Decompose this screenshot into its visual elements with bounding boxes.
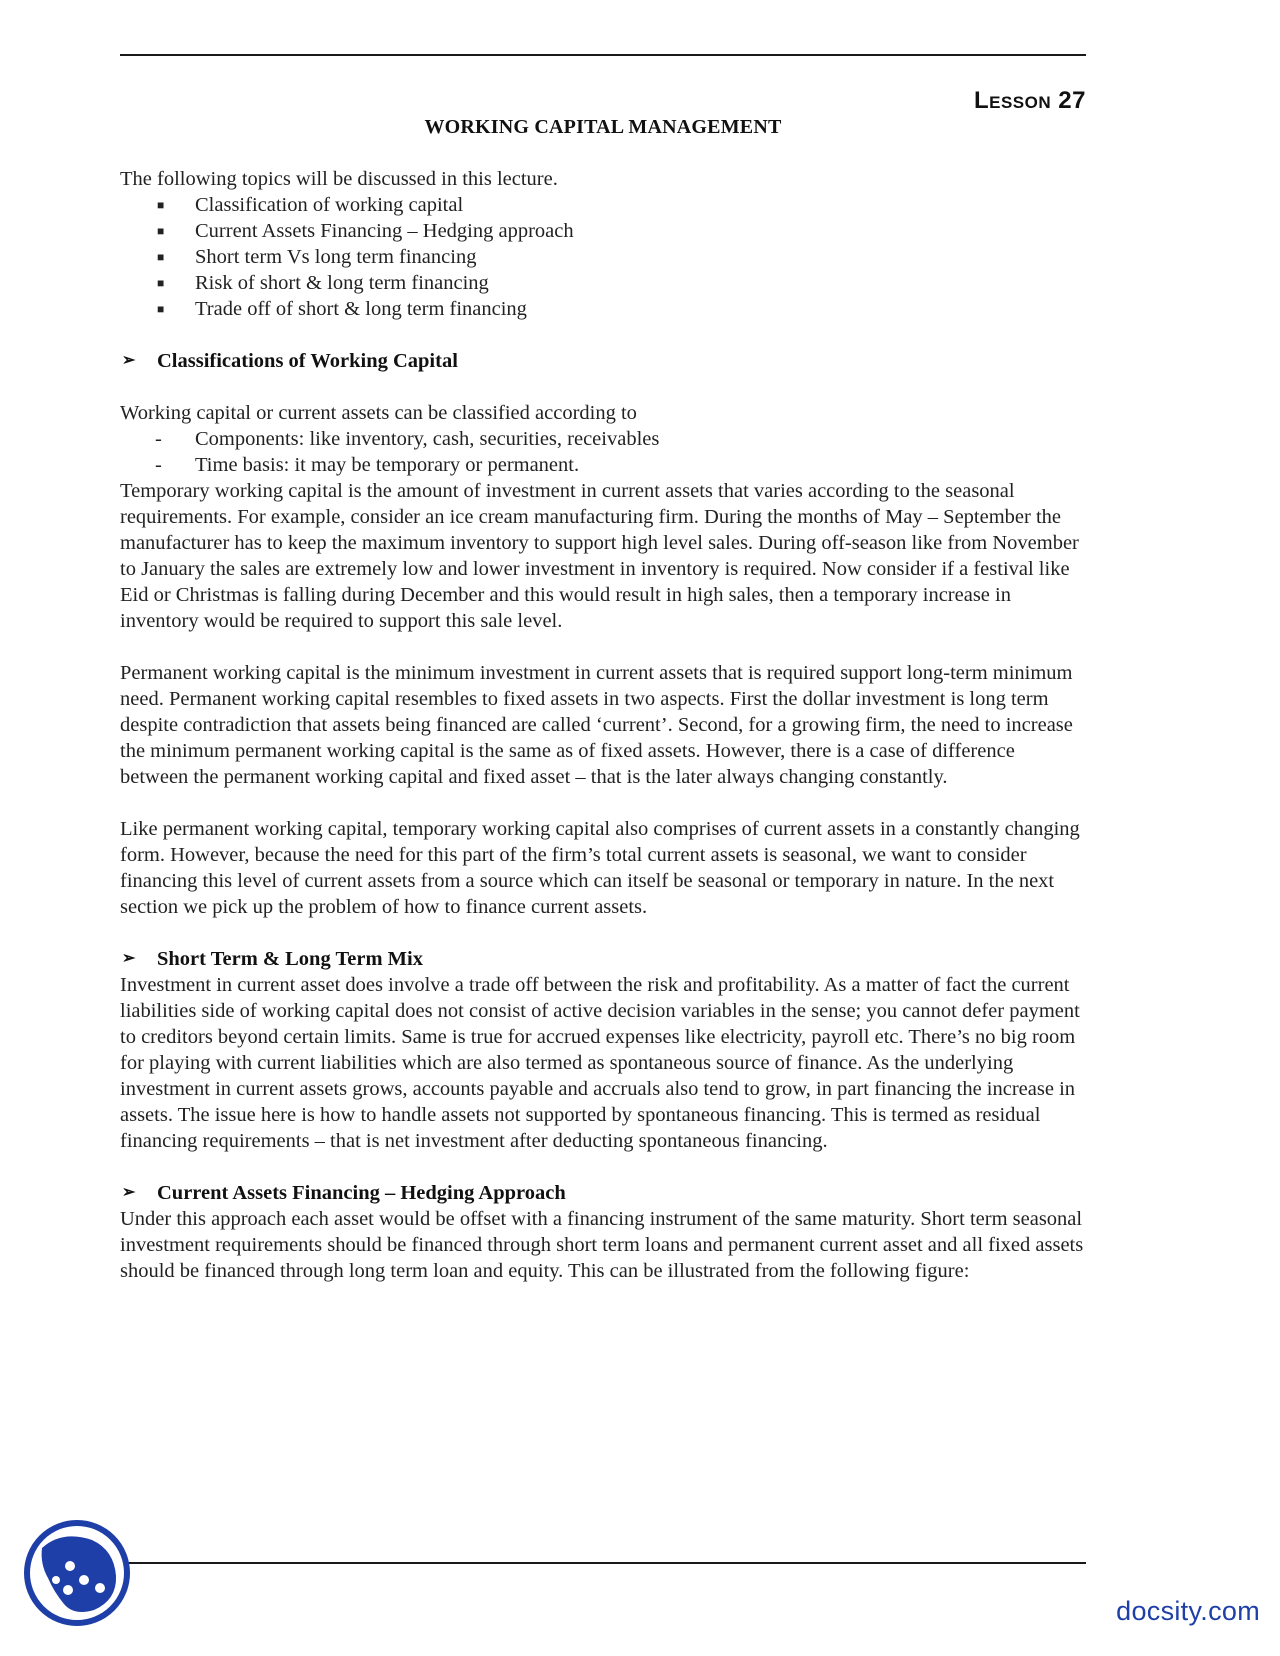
brand-link[interactable]: docsity.com xyxy=(1116,1596,1260,1626)
square-bullet-icon: ■ xyxy=(157,250,165,264)
arrow-bullet-icon: ➢ xyxy=(122,950,136,967)
section-heading-classifications: ➢ Classifications of Working Capital xyxy=(122,350,458,372)
topic-item: ■ Current Assets Financing – Hedging approach xyxy=(157,220,574,242)
topic-item: ■ Trade off of short & long term financing xyxy=(157,298,527,320)
topics-list xyxy=(120,192,1086,322)
topic-item: ■ Risk of short & long term financing xyxy=(157,272,489,294)
paragraph-short-long-mix: Investment in current asset does involve a trade off between the risk and profitability. As a matter of fact the current liabilities side of working capital does not consist of active decision variables in the sense; you cannot defer payment to creditors beyond certain limits. Same is true for accrued expenses like electricity, payroll etc. There’s no big room for playing with current liabilities which are also termed as spontaneous source of finance. As the underlying investment in current assets grows, accounts payable and accruals also tend to grow, in part financing the increase in assets. The issue here is how to handle assets not supported by spontaneous financing. This is termed as residual financing requirements – that is net investment after deducting spontaneous financing. xyxy=(120,974,1080,1152)
lesson-number: Lesson 27 xyxy=(973,87,1086,114)
square-bullet-icon: ■ xyxy=(157,198,165,212)
header-rule xyxy=(120,54,1086,56)
square-bullet-icon: ■ xyxy=(157,302,165,316)
section-heading-hedging-approach: ➢ Current Assets Financing – Hedging Approach xyxy=(122,1182,566,1204)
dash-bullet-icon: - xyxy=(155,428,162,450)
classification-lead: Working capital or current assets can be classified according to xyxy=(120,402,637,424)
dash-bullet-icon: - xyxy=(155,454,162,476)
arrow-bullet-icon: ➢ xyxy=(122,352,136,369)
paragraph-temporary-working-capital: Temporary working capital is the amount of investment in current assets that varies according to the seasonal requirements. For example, consider an ice cream manufacturing firm. During the months of May – September the manufacturer has to keep the maximum inventory to support high level sales. During off-season like from November to January the sales are extremely low and lower investment in inventory is required. Now consider if a festival like Eid or Christmas is falling during December and this would result in high sales, then a temporary increase in inventory would be required to support this sale level. xyxy=(120,480,1079,632)
paragraph-permanent-working-capital: Permanent working capital is the minimum investment in current assets that is required support long-term minimum need. Permanent working capital resembles to fixed assets in two aspects. First the dollar investment is long term despite contradiction that assets being financed are called ‘current’. Second, for a growing firm, the need to increase the minimum permanent working capital is the same as of fixed assets. However, there is a case of difference between the permanent working capital and fixed asset – that is the later always changing constantly. xyxy=(120,662,1073,788)
square-bullet-icon: ■ xyxy=(157,276,165,290)
paragraph-financing-current-assets: Like permanent working capital, temporary working capital also comprises of current assets in a constantly changing form. However, because the need for this part of the firm’s total current assets is seasonal, we want to consider financing this level of current assets from a source which can itself be seasonal or temporary in nature. In the next section we pick up the problem of how to finance current assets. xyxy=(120,818,1080,918)
classification-list xyxy=(120,426,1086,478)
square-bullet-icon: ■ xyxy=(157,224,165,238)
arrow-bullet-icon: ➢ xyxy=(122,1184,136,1201)
footer-rule xyxy=(120,1562,1086,1564)
docsity-logo-icon xyxy=(22,1518,132,1628)
topic-item: ■ Short term Vs long term financing xyxy=(157,246,477,268)
page-title: WORKING CAPITAL MANAGEMENT xyxy=(424,116,782,138)
document-body xyxy=(120,166,1086,1284)
topic-item: ■ Classification of working capital xyxy=(157,194,464,216)
paragraph-hedging-approach: Under this approach each asset would be offset with a financing instrument of the same maturity. Short term seasonal investment requirements should be financed through short term loans and permanent current asset and all fixed assets should be financed through long term loan and equity. This can be illustrated from the following figure: xyxy=(120,1208,1084,1282)
section-heading-short-long-mix: ➢ Short Term & Long Term Mix xyxy=(122,948,423,970)
intro-text: The following topics will be discussed in this lecture. xyxy=(120,168,558,190)
classification-item: - Time basis: it may be temporary or permanent. xyxy=(155,454,580,476)
classification-item: - Components: like inventory, cash, securities, receivables xyxy=(155,428,660,450)
